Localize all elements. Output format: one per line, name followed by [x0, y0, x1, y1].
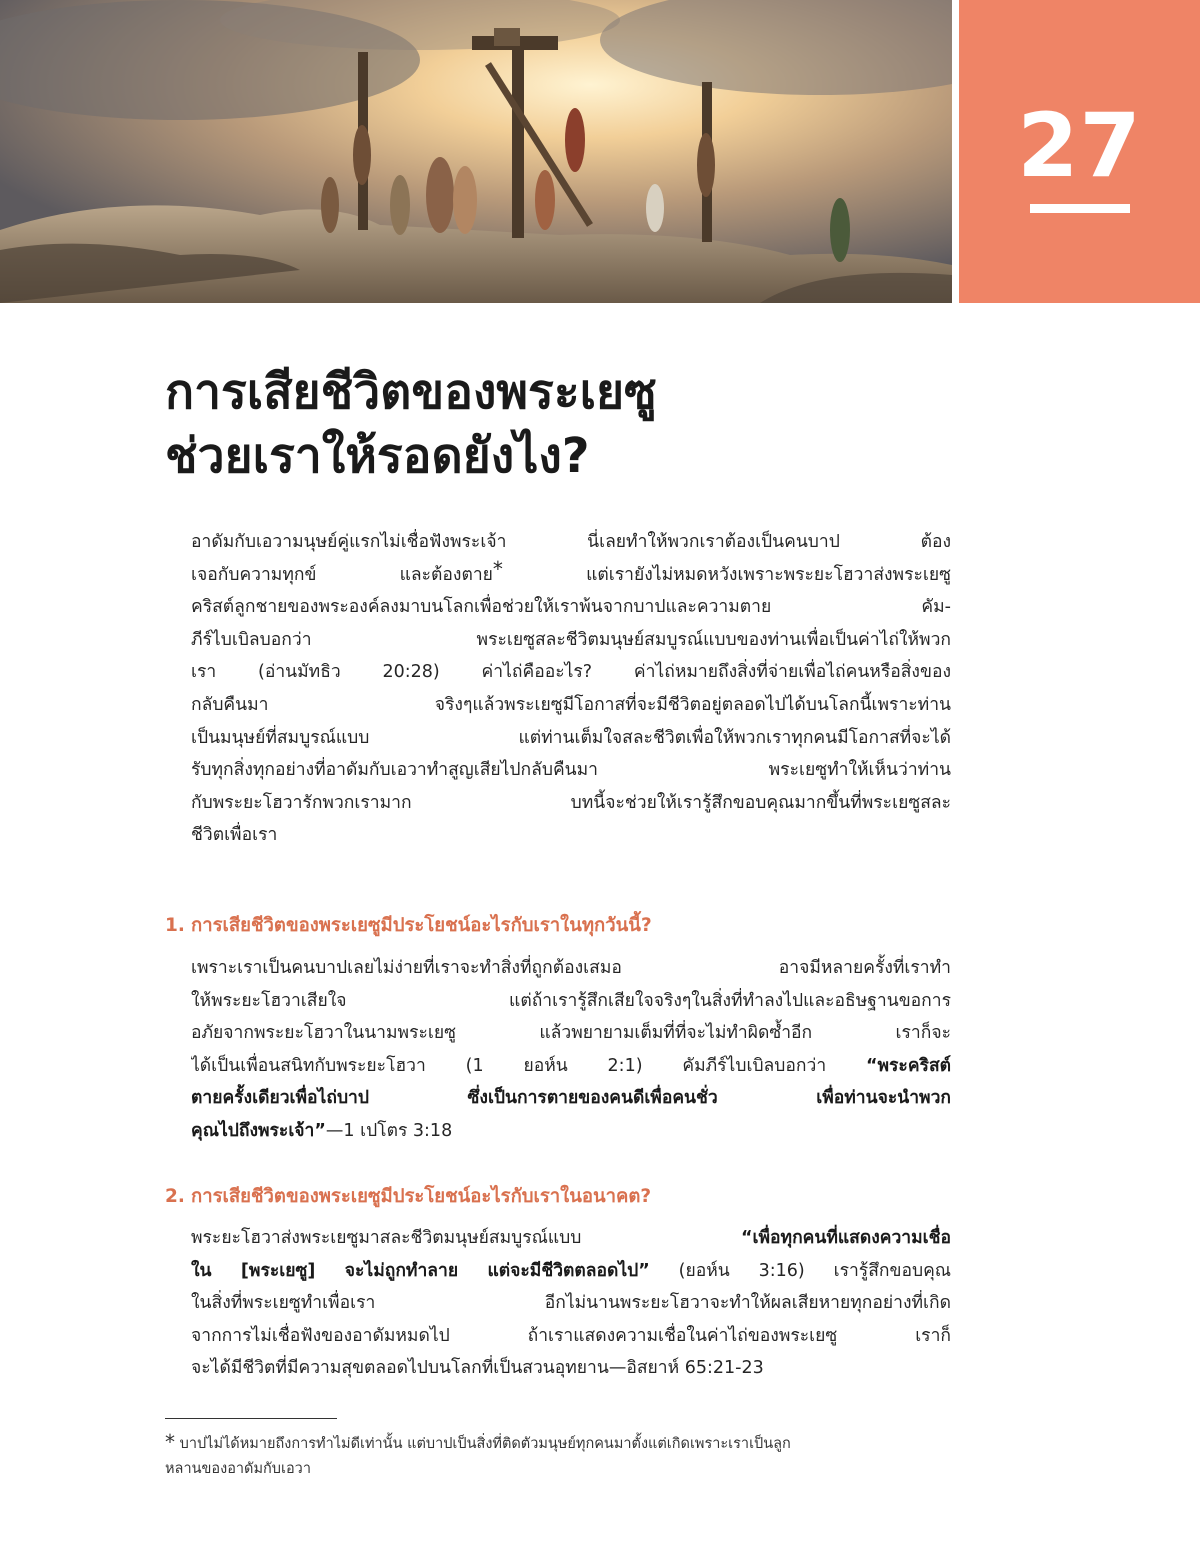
- lesson-number: 27: [1017, 94, 1142, 197]
- intro-line: เป็นมนุษย์ที่สมบูรณ์แบบ แต่ท่านเต็มใจสละชีวิตเพื่อให้พวกเราทุกคนมีโอกาสที่จะได้: [191, 727, 951, 748]
- footnote-marker[interactable]: *: [492, 558, 503, 581]
- question-2-number: 2.: [165, 1186, 185, 1207]
- lesson-number-block: [959, 0, 1200, 303]
- bible-quote: “เพื่อทุกคนที่แสดงความเชื่อ: [741, 1228, 951, 1248]
- answer-1-paragraph: [191, 952, 951, 1148]
- answer-2-line: จากการไม่เชื่อฟังของอาดัมหมดไป ถ้าเราแสดงความเชื่อในค่าไถ่ของพระเยซู เราก็: [191, 1325, 951, 1346]
- intro-line: ชีวิตเพื่อเรา: [191, 825, 278, 846]
- page-title-line-2: ช่วยเราให้รอดยังไง?: [165, 428, 590, 484]
- answer-1-text: ได้เป็นเพื่อนสนิทกับพระยะโฮวา (1 ยอห์น 2:1) คัมภีร์ไบเบิลบอกว่า: [191, 1055, 866, 1076]
- scripture-reference: (ยอห์น 3:16) เรารู้สึกขอบคุณ: [649, 1260, 951, 1281]
- footnote-line: หลานของอาดัมกับเอวา: [165, 1460, 311, 1477]
- scripture-reference: —1 เปโตร 3:18: [325, 1120, 453, 1141]
- intro-line: [191, 559, 951, 592]
- answer-2-text: พระยะโฮวาส่งพระเยซูมาสละชีวิตมนุษย์สมบูรณ์แบบ: [191, 1228, 741, 1248]
- intro-paragraph: [191, 526, 951, 852]
- answer-1-line: [191, 1115, 951, 1148]
- question-1-text: การเสียชีวิตของพระเยซูมีประโยชน์อะไรกับเราในทุกวันนี้?: [191, 915, 652, 936]
- question-1-number: 1.: [165, 915, 185, 936]
- bible-quote: คุณไปถึงพระเจ้า”: [191, 1120, 326, 1141]
- intro-line: กับพระยะโฮวารักพวกเรามาก บทนี้จะช่วยให้เรารู้สึกขอบคุณมากขึ้นที่พระเยซูสละ: [191, 792, 951, 813]
- lesson-number-underline: [1030, 204, 1130, 213]
- answer-1-line: ให้พระยะโฮวาเสียใจ แต่ถ้าเรารู้สึกเสียใจจริงๆในสิ่งที่ทำลงไปและอธิษฐานขอการ: [191, 990, 951, 1011]
- page-title-line-1: การเสียชีวิตของพระเยซู: [165, 364, 657, 420]
- answer-2-paragraph: [191, 1222, 951, 1385]
- answer-1-line: อภัยจากพระยะโฮวาในนามพระเยซู แล้วพยายามเต็มที่ที่จะไม่ทำผิดซ้ำอีก เราก็จะ: [191, 1023, 951, 1044]
- intro-line: เรา (อ่านมัทธิว 20:28) ค่าไถ่คืออะไร? ค่าไถ่หมายถึงสิ่งที่จ่ายเพื่อไถ่คนหรือสิ่งของ: [191, 662, 951, 683]
- bible-quote: ใน [พระเยซู] จะไม่ถูกทำลาย แต่จะมีชีวิตตลอดไป”: [191, 1260, 650, 1281]
- crucifixion-scene-image: [0, 0, 952, 303]
- page-title: [165, 360, 965, 488]
- intro-line: คริสต์ลูกชายของพระองค์ลงมาบนโลกเพื่อช่วยให้เราพ้นจากบาปและความตาย คัม-: [191, 597, 951, 618]
- footnote-text: บาปไม่ได้หมายถึงการทำไม่ดีเท่านั้น แต่บาปเป็นสิ่งที่ติดตัวมนุษย์ทุกคนมาตั้งแต่เกิดเพราะเราเป็นลูก: [175, 1436, 791, 1452]
- answer-2-line: ในสิ่งที่พระเยซูทำเพื่อเรา อีกไม่นานพระยะโฮวาจะทำให้ผลเสียหายทุกอย่างที่เกิด: [191, 1293, 951, 1314]
- answer-2-line: [191, 1255, 951, 1288]
- footnote-divider: [165, 1418, 337, 1419]
- intro-line-text: แต่เรายังไม่หมดหวังเพราะพระยะโฮวาส่งพระเยซู: [502, 564, 951, 585]
- intro-line: กลับคืนมา จริงๆแล้วพระเยซูมีโอกาสที่จะมีชีวิตอยู่ตลอดไปได้บนโลกนี้เพราะท่าน: [191, 694, 951, 715]
- footnote-mark: *: [165, 1432, 175, 1454]
- intro-line: ภีร์ไบเบิลบอกว่า พระเยซูสละชีวิตมนุษย์สมบูรณ์แบบของท่านเพื่อเป็นค่าไถ่ให้พวก: [191, 629, 951, 650]
- answer-1-line: [191, 1050, 951, 1083]
- footnote: [165, 1432, 955, 1481]
- answer-1-line: [191, 1082, 951, 1115]
- answer-2-line: จะได้มีชีวิตที่มีความสุขตลอดไปบนโลกที่เป็นสวนอุทยาน—อิสยาห์ 65:21-23: [191, 1358, 764, 1379]
- question-1-heading: [165, 911, 965, 941]
- answer-1-line: เพราะเราเป็นคนบาปเลยไม่ง่ายที่เราจะทำสิ่งที่ถูกต้องเสมอ อาจมีหลายครั้งที่เราทำ: [191, 958, 951, 978]
- question-2-heading: [165, 1182, 965, 1212]
- intro-line-text: เจอกับความทุกข์ และต้องตาย: [191, 564, 493, 585]
- question-2-text: การเสียชีวิตของพระเยซูมีประโยชน์อะไรกับเราในอนาคต?: [191, 1186, 652, 1207]
- hero-illustration: [0, 0, 952, 303]
- bible-quote: “พระคริสต์: [866, 1055, 951, 1076]
- answer-2-line: [191, 1222, 951, 1255]
- footnote-line: [165, 1432, 955, 1457]
- bible-quote: ตายครั้งเดียวเพื่อไถ่บาป ซึ่งเป็นการตายของคนดีเพื่อคนชั่ว เพื่อท่านจะนำพวก: [191, 1088, 951, 1109]
- intro-line: อาดัมกับเอวามนุษย์คู่แรกไม่เชื่อฟังพระเจ้า นี่เลยทำให้พวกเราต้องเป็นคนบาป ต้อง: [191, 532, 951, 552]
- intro-line: รับทุกสิ่งทุกอย่างที่อาดัมกับเอวาทำสูญเสียไปกลับคืนมา พระเยซูทำให้เห็นว่าท่าน: [191, 760, 951, 781]
